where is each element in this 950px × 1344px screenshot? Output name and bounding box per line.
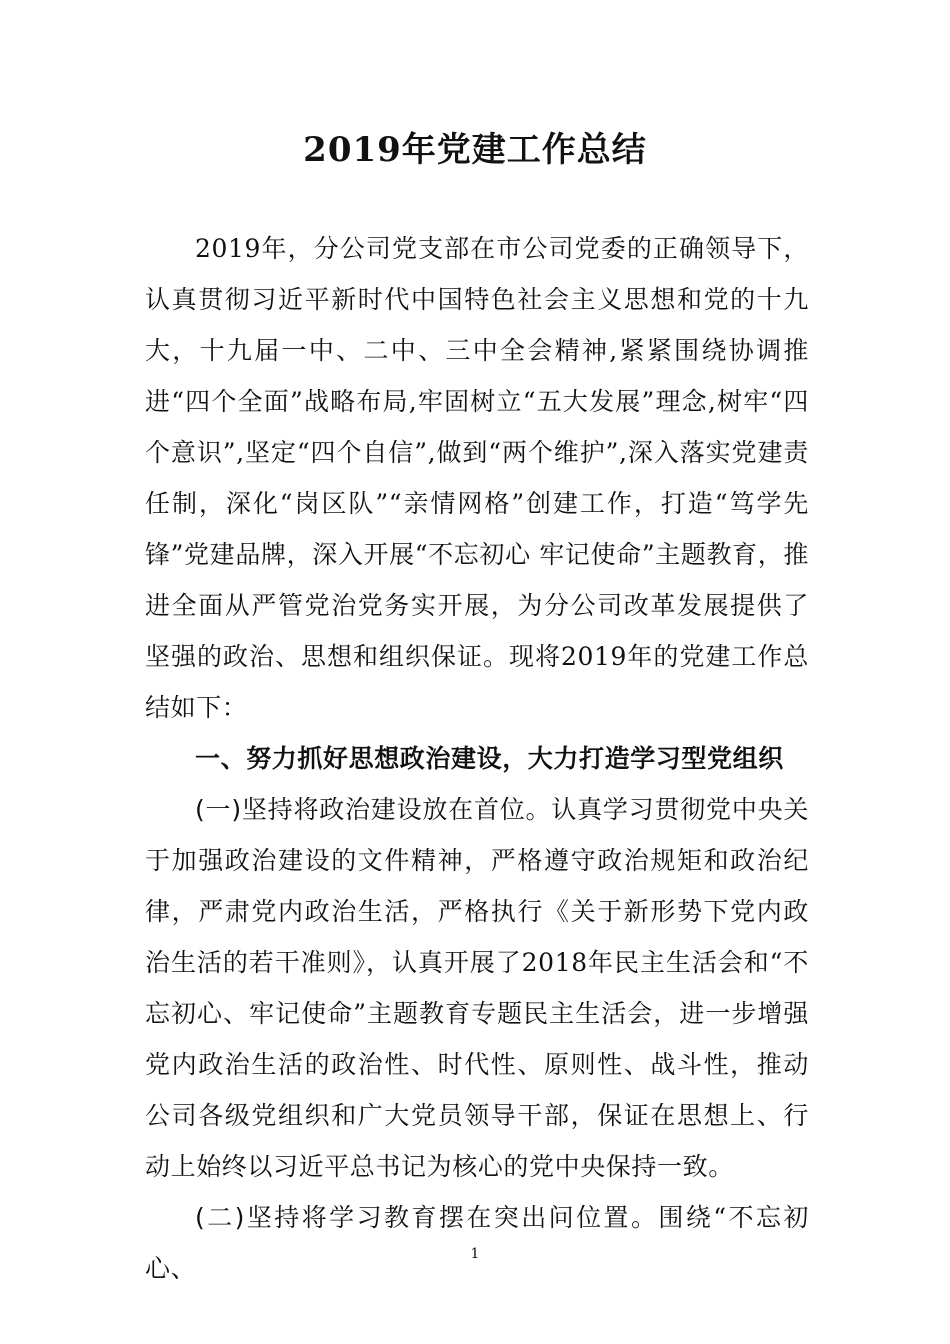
item-2-text: 围绕“不忘初心、 bbox=[145, 1203, 809, 1283]
document-title: 2019年党建工作总结 bbox=[303, 130, 647, 170]
item-1-text: 认真学习贯彻党中央关于加强政治建设的文件精神，严格遵守政治规矩和政治纪律，严肃党内政治生活，严格执行《关于新形势下党内政治生活的若干准则》，认真开展了2018年民主生活会和“不忘初心、牢记使命”主题教育专题民主生活会，进一步增强党内政治生活的政治性、时代性、原则性、战斗性，推动公司各级党组织和广大党员领导干部，保证在思想上、行动上始终以习近平总书记为核心的党中央保持一致。 bbox=[145, 795, 809, 1181]
item-2-lead: (二)坚持将学习教育摆在突出问位置。 bbox=[195, 1203, 659, 1232]
item-1-lead: (一)坚持将政治建设放在首位。 bbox=[195, 795, 552, 824]
item-2-paragraph bbox=[145, 1192, 809, 1294]
intro-paragraph: 2019年，分公司党支部在市公司党委的正确领导下，认真贯彻习近平新时代中国特色社会主义思想和党的十九大，十九届一中、二中、三中全会精神,紧紧围绕协调推进“四个全面”战略布局,牢固树立“五大发展”理念,树牢“四个意识”,坚定“四个自信”,做到“两个维护”,深入落实党建责任制，深化“岗区队”“亲情网格”创建工作，打造“笃学先锋”党建品牌，深入开展“不忘初心 牢记使命”主题教育，推进全面从严管党治党务实开展，为分公司改革发展提供了坚强的政治、思想和组织保证。现将2019年的党建工作总结如下： bbox=[145, 234, 809, 722]
page-number: 1 bbox=[470, 1246, 480, 1262]
item-1-paragraph bbox=[145, 784, 809, 1192]
section-heading: 一、努力抓好思想政治建设，大力打造学习型党组织 bbox=[195, 744, 784, 773]
document-body bbox=[145, 223, 809, 1294]
